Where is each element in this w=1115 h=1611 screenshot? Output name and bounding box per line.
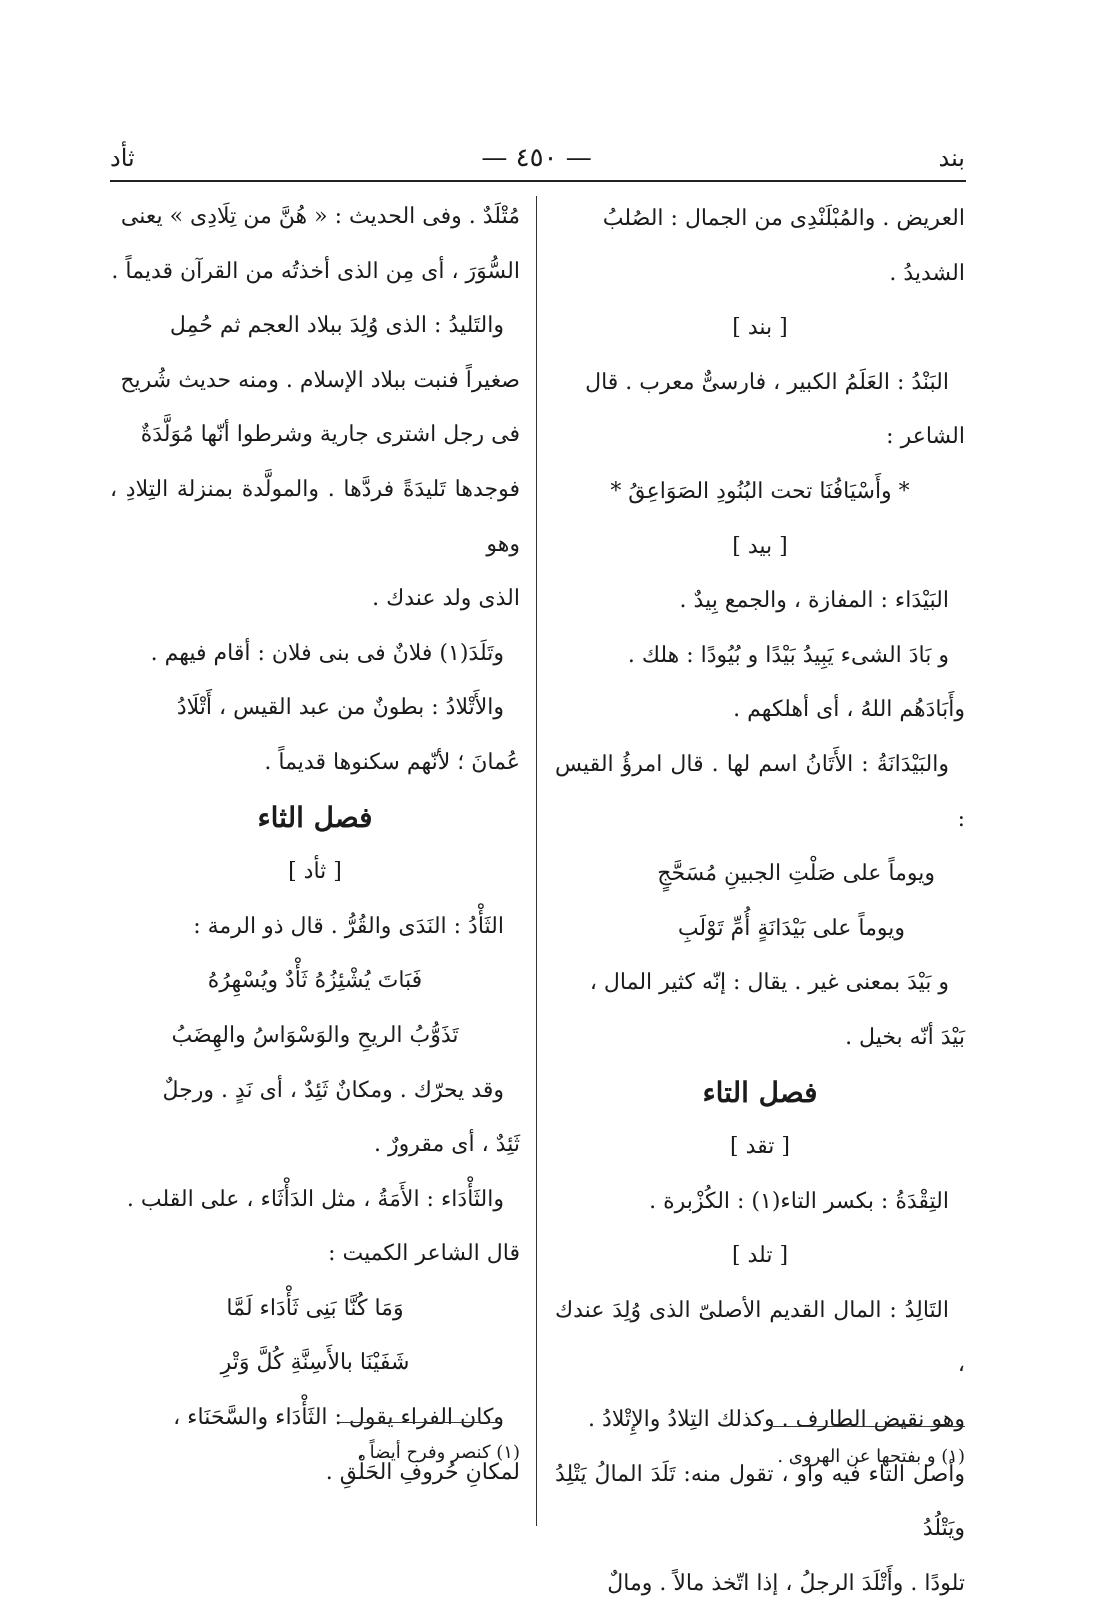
column-divider bbox=[536, 196, 537, 1526]
text-line: و بَيْدَ بمعنى غير . يقال : إنّه كثير المال ، bbox=[589, 970, 949, 996]
verse-line: فَبَاتَ يُشْئِزُهُ ثَأْدٌ ويُسْهِرُهُ bbox=[207, 968, 423, 994]
entry-heading: [ بيد ] bbox=[732, 533, 788, 559]
text-line: بَيْدَ أنّه بخيل . bbox=[845, 1024, 965, 1050]
header-left-word: ثأد bbox=[110, 144, 135, 172]
text-line: والتَليدُ : الذى وُلِدَ ببلاد العجم ثم حُمِل bbox=[169, 313, 504, 339]
text-line: تلودًا . وأَتْلَدَ الرجلُ ، إذا اتّخذ مالاً . ومالٌ bbox=[607, 1570, 965, 1596]
text-line: لمكانِ حُروفِ الحَلْقِ . bbox=[325, 1459, 520, 1485]
text-line: والبَيْدَانَةُ : الأَتَانُ اسم لها . قال امرؤُ القيس : bbox=[555, 751, 965, 832]
text-line: والثَأْدَاء : الأَمَةُ ، مثل الدَأْثَاء ، على القلب . bbox=[126, 1186, 504, 1212]
text-line: الشديدُ . bbox=[889, 260, 965, 286]
entry-heading: [ تلد ] bbox=[731, 1243, 789, 1269]
left-column bbox=[110, 190, 520, 1500]
entry-heading: [ تقد ] bbox=[730, 1134, 790, 1160]
text-line: فى رجل اشترى جارية وشرطوا أنّها مُوَلَّدَةٌ bbox=[140, 422, 520, 448]
text-line: والأَتْلادُ : بطونٌ من عبد القيس ، أَتْلَادُ bbox=[176, 695, 504, 721]
footnote-left: (١) كنصر وفرح أيضاً . bbox=[358, 1442, 520, 1463]
entry-heading: [ بند ] bbox=[732, 315, 788, 341]
text-line: البَنْدُ : العَلَمُ الكبير ، فارسىٌّ معرب . قال bbox=[585, 369, 949, 395]
text-line: الذى ولد عندك . bbox=[372, 586, 520, 612]
text-line: الثَأْدُ : النَدَى والقُرُّ . قال ذو الرمة : bbox=[193, 913, 504, 939]
section-title: فصل التاء bbox=[702, 1075, 818, 1109]
verse-line: * وأَسْيَافُنَا تحت البُنُودِ الصَوَاعِقُ * bbox=[610, 478, 910, 504]
right-column bbox=[555, 192, 965, 1611]
header-rule bbox=[110, 180, 966, 182]
section-title: فصل الثاء bbox=[257, 800, 373, 834]
footnote-rule-left bbox=[338, 1422, 498, 1423]
verse-line: ويوماً على صَلْتِ الجبينِ مُسَحَّجٍ bbox=[657, 861, 935, 887]
page-header bbox=[110, 136, 965, 180]
text-line: التِقْدَةُ : بكسر التاء(١) : الكُزْبرة . bbox=[649, 1188, 949, 1214]
text-line: وكان الفراء يقول : الثَأْدَاء والسَّحَنَاء ، bbox=[173, 1405, 504, 1431]
verse-line: ويوماً على بَيْدَانَةٍ أُمِّ تَوْلَبِ bbox=[677, 915, 905, 941]
text-line: وأَبَادَهُم اللهُ ، أى أهلكهم . bbox=[733, 697, 965, 723]
text-line: وأصل التاء فيه واو ، تقول منه: تَلَدَ المالُ يَتْلِدُ ويَتْلُدُ bbox=[555, 1461, 965, 1542]
text-line: الشاعر : bbox=[886, 424, 965, 450]
text-line: التَالِدُ : المال القديم الأصلىّ الذى وُلِدَ عندك ، bbox=[555, 1297, 965, 1378]
text-line: وتَلَدَ(١) فلانٌ فى بنى فلان : أقام فيهم . bbox=[150, 640, 504, 666]
text-line: صغيراً فنبت ببلاد الإسلام . ومنه حديث شُريح bbox=[120, 367, 520, 393]
text-line: السُّوَرَ ، أى مِن الذى أخذتُه من القرآن قديماً . bbox=[111, 258, 520, 284]
verse-line: شَفَيْنَا بالأَسِنَّةِ كُلَّ وَتْرِ bbox=[220, 1350, 410, 1376]
text-line: البَيْدَاء : المفازة ، والجمع بِيدٌ . bbox=[679, 588, 949, 614]
text-line: ثَئِدٌ ، أى مقرورٌ . bbox=[373, 1132, 520, 1158]
text-line: وقد يحرّك . ومكانٌ ثَئِدٌ ، أى نَدٍ . ورجلٌ bbox=[162, 1077, 504, 1103]
text-line: فوجدها تَليدَةً فردَّها . والمولَّدة بمنزلة التِلادِ ، وهو bbox=[110, 476, 520, 557]
header-right-word: بند bbox=[938, 144, 965, 172]
footnote-right: (١) و بفتحها عن الهروى . bbox=[777, 1446, 965, 1467]
entry-heading: [ ثأد ] bbox=[288, 859, 342, 885]
verse-line: تَذَوُّبُ الريحِ والوَسْوَاسُ والهِضَبُ bbox=[171, 1022, 459, 1048]
text-line: وهو نقيض الطارف . وكذلك التِلادُ والإِتْلادُ . bbox=[588, 1407, 965, 1433]
text-line: العريض . والمُبْلَنْدِى من الجمال : الصُلبُ bbox=[602, 206, 965, 231]
text-line: و بَادَ الشىء يَبِيدُ بَيْدًا و بُيُودًا : هلك . bbox=[627, 642, 949, 668]
verse-line: وَمَا كُنَّا بَنِى ثَأْدَاء لَمَّا bbox=[226, 1295, 404, 1321]
text-line: مُتْلَدٌ . وفى الحديث : « هُنَّ من تِلَادِى » يعنى bbox=[120, 204, 520, 229]
page-number: — ٤٥٠ — bbox=[481, 143, 592, 173]
footnote-rule-right bbox=[773, 1426, 965, 1427]
text-line: عُمانَ ؛ لأنّهم سكنوها قديماً . bbox=[264, 749, 520, 775]
text-line: قال الشاعر الكميت : bbox=[328, 1241, 520, 1267]
